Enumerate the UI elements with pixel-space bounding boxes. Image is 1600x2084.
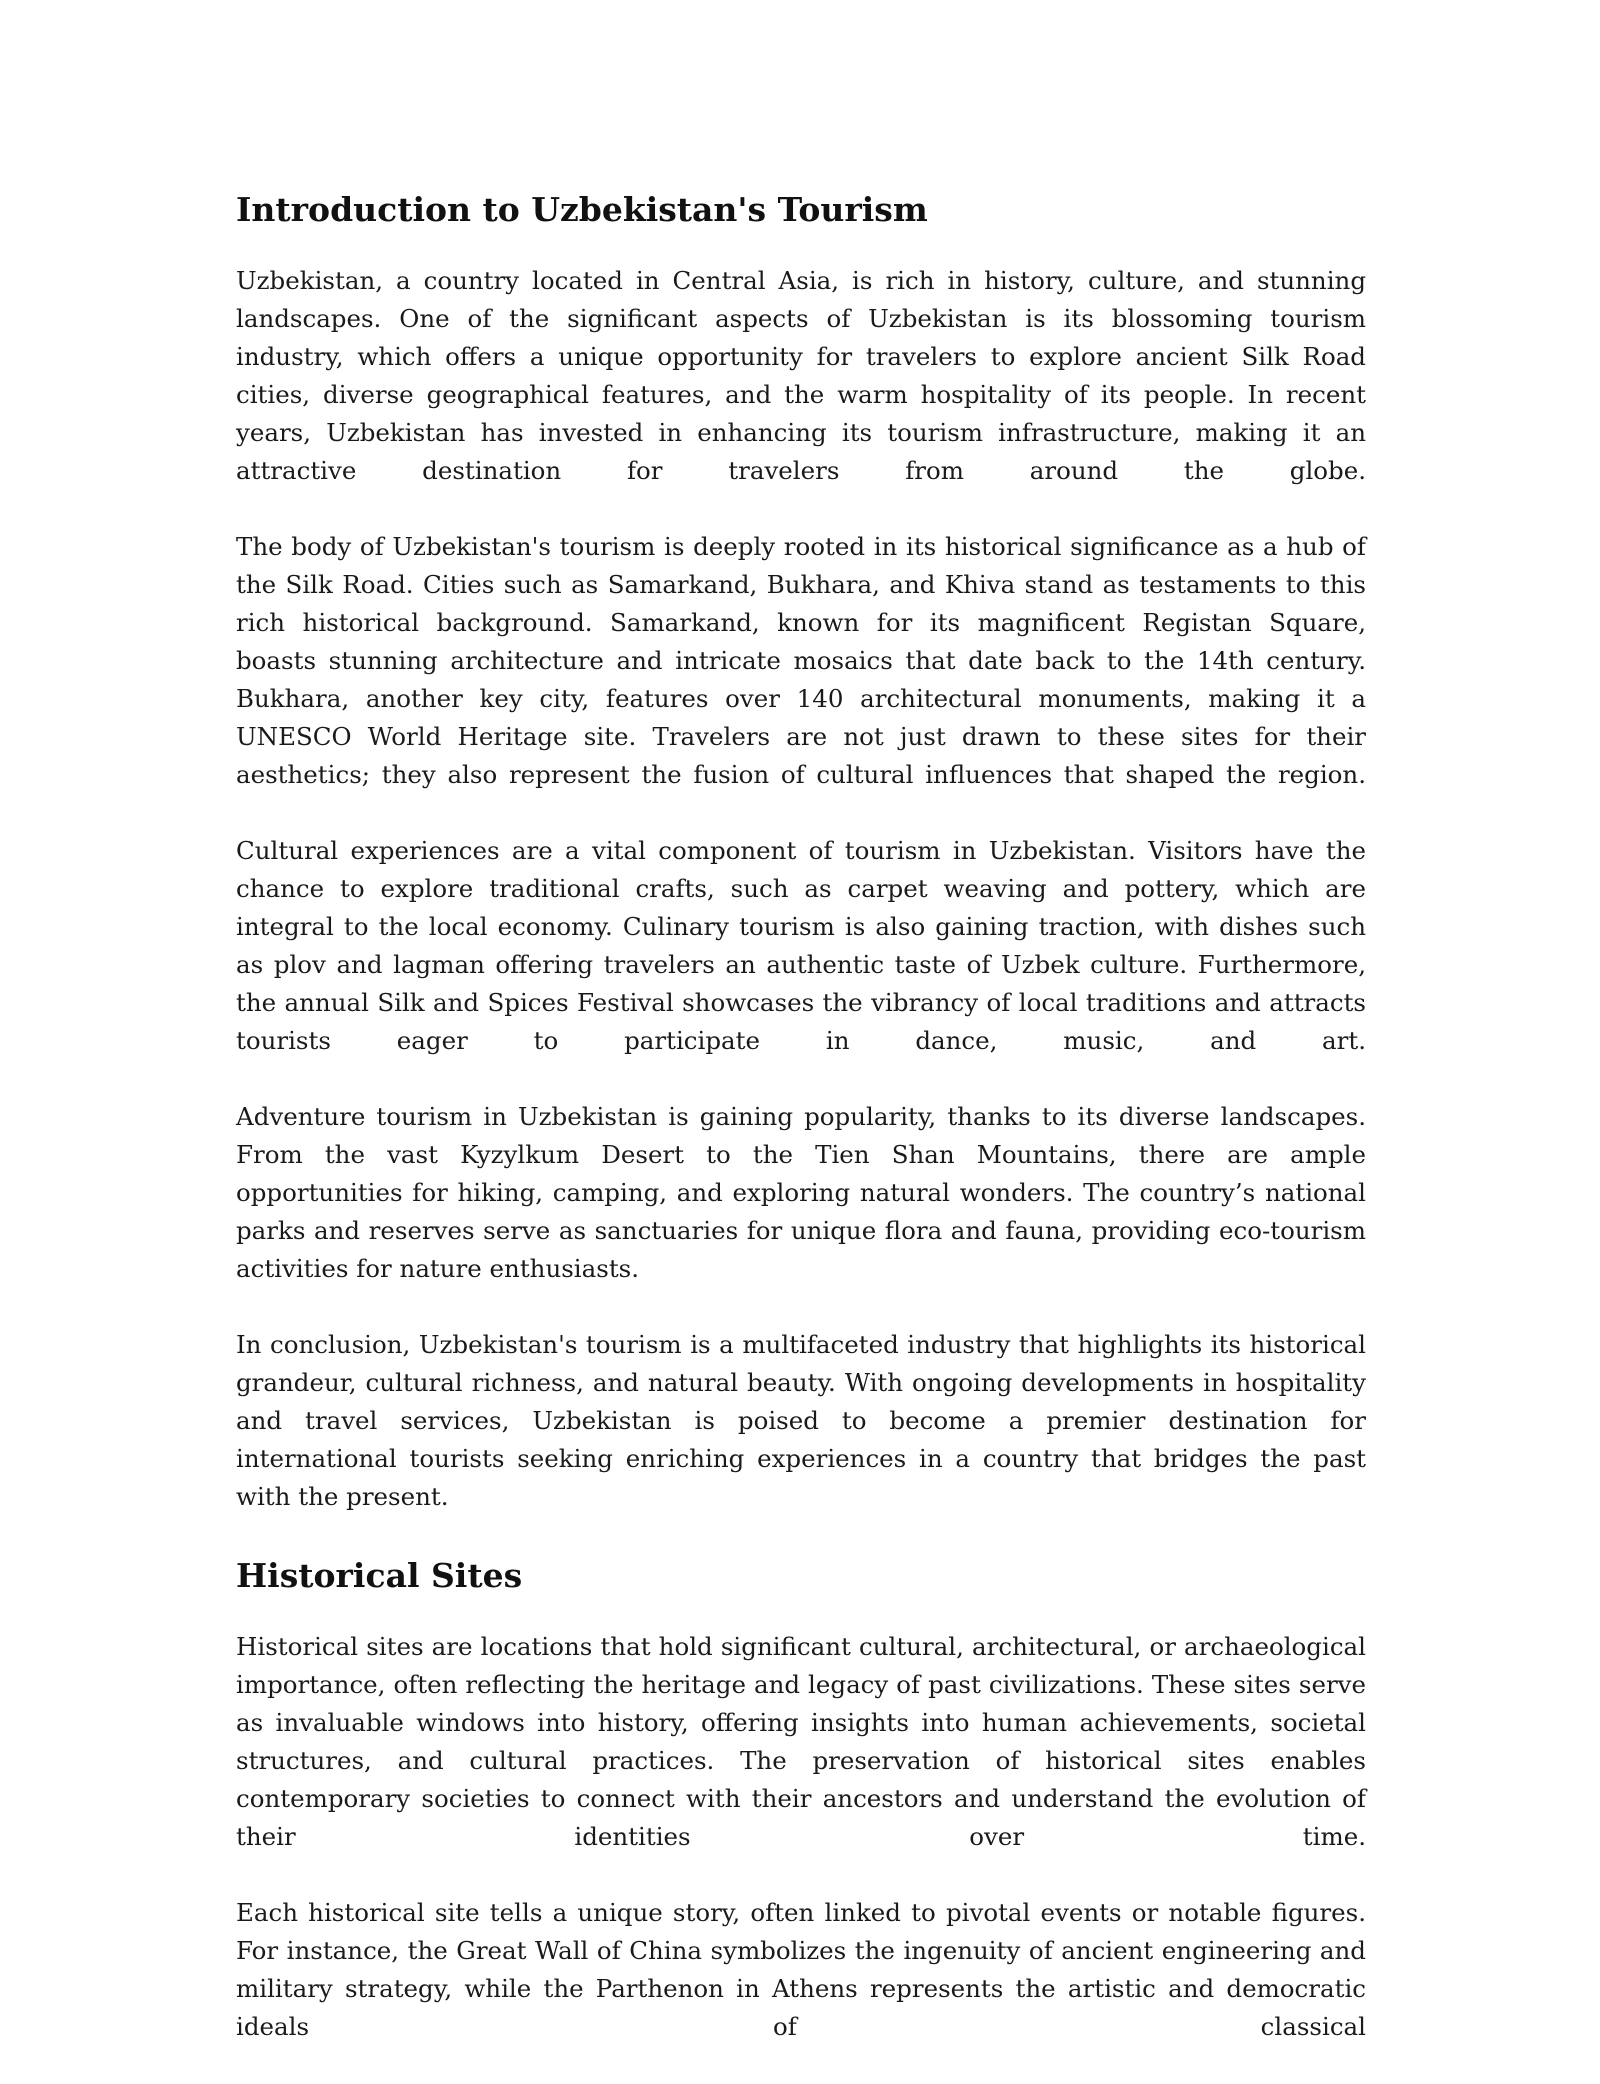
paragraph-historical-sites-definition: Historical sites are locations that hold significant cultural, architectural, or archaeological importance, often reflecting the heritage and legacy of past civilizations. These sites serve as invaluable windows into history, offering insights into human achievements, societal structures, and cultural practices. The preservation of historical sites enables contemporary societies to connect with their ancestors and understand the evolution of their identities over time. [236, 1632, 1366, 1851]
section-heading-historical-sites: Historical Sites [236, 1556, 523, 1595]
paragraph-adventure-tourism: Adventure tourism in Uzbekistan is gaining popularity, thanks to its diverse landscapes. From the vast Kyzylkum Desert to the Tien Shan Mountains, there are ample opportunities for hiking, camping, and exploring natural wonders. The country’s national parks and reserves serve as sanctuaries for unique flora and fauna, providing eco-tourism activities for nature enthusiasts. [236, 1102, 1366, 1283]
document-page [236, 170, 1366, 2084]
paragraph-conclusion: In conclusion, Uzbekistan's tourism is a multifaceted industry that highlights its historical grandeur, cultural richness, and natural beauty. With ongoing developments in hospitality and travel services, Uzbekistan is poised to become a premier destination for international tourists seeking enriching experiences in a country that bridges the past with the present. [236, 1330, 1366, 1511]
paragraph-silk-road-history: The body of Uzbekistan's tourism is deeply rooted in its historical significance as a hub of the Silk Road. Cities such as Samarkand, Bukhara, and Khiva stand as testaments to this rich historical background. Samarkand, known for its magnificent Registan Square, boasts stunning architecture and intricate mosaics that date back to the 14th century. Bukhara, another key city, features over 140 architectural monuments, making it a UNESCO World Heritage site. Travelers are not just drawn to these sites for their aesthetics; they also represent the fusion of cultural influences that shaped the region. [236, 532, 1366, 789]
paragraph-historical-sites-stories: Each historical site tells a unique story, often linked to pivotal events or notable figures. For instance, the Great Wall of China symbolizes the ingenuity of ancient engineering and military strategy, while the Parthenon in Athens represents the artistic and democratic ideals of classical [236, 1898, 1366, 2041]
paragraph-intro-overview: Uzbekistan, a country located in Central Asia, is rich in history, culture, and stunning landscapes. One of the significant aspects of Uzbekistan is its blossoming tourism industry, which offers a unique opportunity for travelers to explore ancient Silk Road cities, diverse geographical features, and the warm hospitality of its people. In recent years, Uzbekistan has invested in enhancing its tourism infrastructure, making it an attractive destination for travelers from around the globe. [236, 266, 1366, 485]
section-heading-introduction: Introduction to Uzbekistan's Tourism [236, 190, 928, 229]
paragraph-cultural-experiences: Cultural experiences are a vital component of tourism in Uzbekistan. Visitors have the chance to explore traditional crafts, such as carpet weaving and pottery, which are integral to the local economy. Culinary tourism is also gaining traction, with dishes such as plov and lagman offering travelers an authentic taste of Uzbek culture. Furthermore, the annual Silk and Spices Festival showcases the vibrancy of local traditions and attracts tourists eager to participate in dance, music, and art. [236, 836, 1366, 1055]
